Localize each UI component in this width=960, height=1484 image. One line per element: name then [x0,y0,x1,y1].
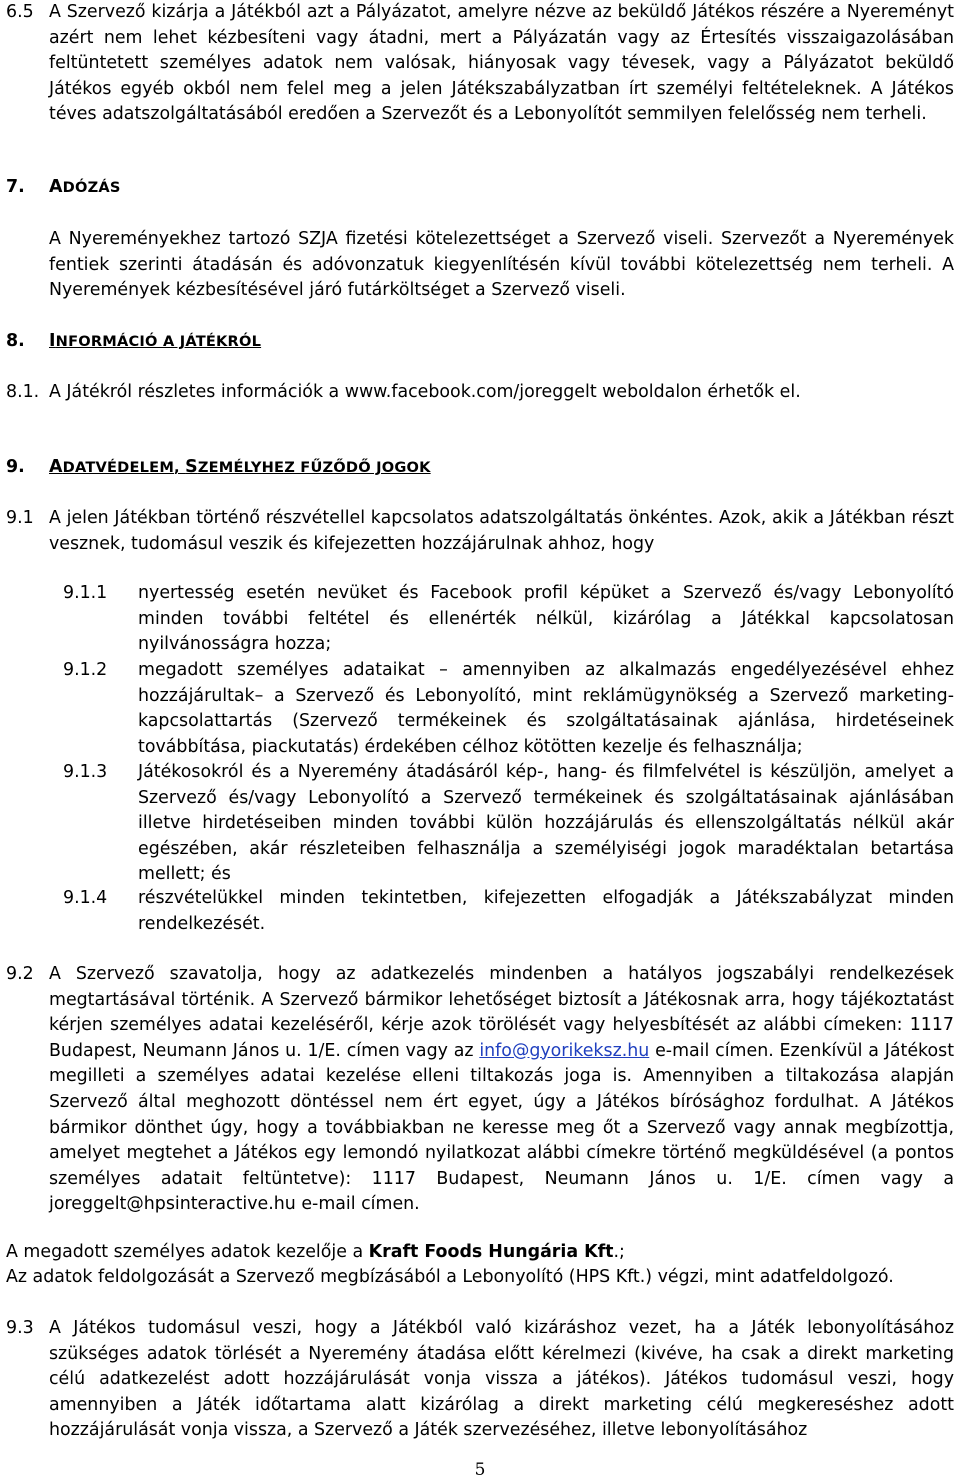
processor-line: Az adatok feldolgozását a Szervező megbízásából a Lebonyolító (HPS Kft.) végzi, mint adatfeldolgozó. [6,1267,894,1287]
section-number: 9.2 [6,964,34,984]
item-text: részvételükkel minden tekintetben, kifejezetten elfogadják a Játékszabályzat minden rendelkezését. [138,888,954,934]
heading-title: ADATVÉDELEM, SZEMÉLYHEZ FŰZŐDŐ JOGOK [49,457,431,477]
section-number: 8.1. [6,382,40,402]
paragraph-text: A jelen Játékban történő részvétellel kapcsolatos adatszolgáltatás önkéntes. Azok, akik a Játékban részt vesznek, tudomásul veszik és kifejezetten hozzájárulnak ahhoz, hogy [49,508,954,554]
controller-line: A megadott személyes adatok kezelője a Kraft Foods Hungária Kft.; [6,1242,625,1262]
item-number: 9.1.4 [63,888,108,908]
heading-number: 8. [6,331,25,351]
page-number: 5 [474,1460,486,1480]
paragraph-text: A Játékos tudomásul veszi, hogy a Játékból való kizáráshoz vezet, ha a Játék lebonyolításához szükséges adatok törlését a Nyeremény átadása előtt kérelmezi (kivéve, ha csak a direkt marketing célú adatkezelést adott hozzájárulását vonja vissza a játékos). Játékos tudomásul veszi, hogy amennyiben a Játék időtartama alatt kizárólag a direkt marketing célú megkereséshez adott hozzájárulását vonja vissza, a Szervező a Játék szervezéséhez, illetve lebonyolításához [49,1318,954,1441]
heading-number: 9. [6,457,25,477]
paragraph-text: A Szervező szavatolja, hogy az adatkezelés mindenben a hatályos jogszabályi rendelkezések megtartásával történik. A Szervező bármikor lehetőséget biztosít a Játékosnak arra, hogy tájékoztatást kérjen személyes adatai kezeléséről, kérje azok törölését vagy helyesbítését az alábbi címeken: 1117 Budapest, Neumann János u. 1/E. címen vagy az info@gyorikeksz.hu e-mail címen. Ezenkívül a Játékost megilleti a személyes adatai kezelése elleni tiltakozás joga is. Amennyiben a tiltakozása alapján Szervező által meghozott döntéssel nem ért egyet, úgy a Játékos bírósághoz fordulhat. A Játékos bármikor dönthet úgy, hogy a továbbiakban ne keresse meg őt a Szervező vagy annak megbízottja, amelyet megtehet a Játékos egy lemondó nyilatkozat alábbi címekre történő megküldésével (a pontos személyes adatait feltüntetve): 1117 Budapest, Neumann János u. 1/E. címen vagy a joreggelt@hpsinteractive.hu e-mail címen. [49,964,955,1215]
email-link[interactable]: info@gyorikeksz.hu [479,1040,650,1061]
item-text: Játékosokról és a Nyeremény átadásáról kép-, hang- és filmfelvétel is készüljön, amelyet a Szervező és/vagy Lebonyolító a Szervező termékeinek és szolgáltatásainak ajánlásában illetve hirdetéseiben minden további külön hozzájárulás és ellenszolgáltatás nélkül akár egészében, akár részleteiben felhasználja a személyiségi jogok maradéktalan betartása mellett; és [138,762,954,885]
item-number: 9.1.2 [63,660,108,680]
paragraph-text: A Játékról részletes információk a www.facebook.com/joreggelt weboldalon érhetők el. [49,382,801,402]
section-number: 9.1 [6,508,34,528]
section-number: 9.3 [6,1318,34,1338]
item-text: nyertesség esetén nevüket és Facebook profil képüket a Szervező és/vagy Lebonyolító minden további feltétel és ellenérték nélkül, kizárólag a Játékkal kapcsolatosan nyilvánosságra hozza; [138,583,954,655]
heading-title: INFORMÁCIÓ A JÁTÉKRÓL [49,331,262,351]
item-number: 9.1.3 [63,762,108,782]
heading-title: ADÓZÁS [49,177,121,197]
section-number: 6.5 [6,2,34,22]
item-text: megadott személyes adataikat – amennyiben az alkalmazás engedélyezésével ehhez hozzájárultak– a Szervező és Lebonyolító, mint reklámügynökség a Szervező marketing-kapcsolattartás (Szervező termékeinek és szolgáltatásainak ajánlása, hirdetéseinek továbbítása, piackutatás) érdekében célhoz kötötten kezelje és felhasználja; [138,660,954,757]
heading-number: 7. [6,177,25,197]
paragraph-text: A Szervező kizárja a Játékból azt a Pályázatot, amelyre nézve az beküldő Játékos részére a Nyereményt azért nem lehet kézbesíteni vagy átadni, mert a Pályázatán vagy az Értesítés visszaigazolásában feltüntetett személyes adatok nem valósak, hiányosak vagy tévesek, vagy a Pályázatot beküldő Játékos egyéb okból nem felel meg a jelen Játékszabályzatban írt személyi feltételeknek. A Játékos téves adatszolgáltatásából eredően a Szervezőt és a Lebonyolítót semmilyen felelősség nem terheli. [49,2,954,125]
item-number: 9.1.1 [63,583,108,603]
controller-name: Kraft Foods Hungária Kft [368,1242,614,1262]
paragraph-text: A Nyereményekhez tartozó SZJA fizetési kötelezettséget a Szervező viseli. Szervezőt a Nyeremények fentiek szerinti átadásán és adóvonzatuk kiegyenlítésén kívül további kötelezettség nem terheli. A Nyeremények kézbesítésével járó futárköltséget a Szervező viseli. [49,229,954,301]
